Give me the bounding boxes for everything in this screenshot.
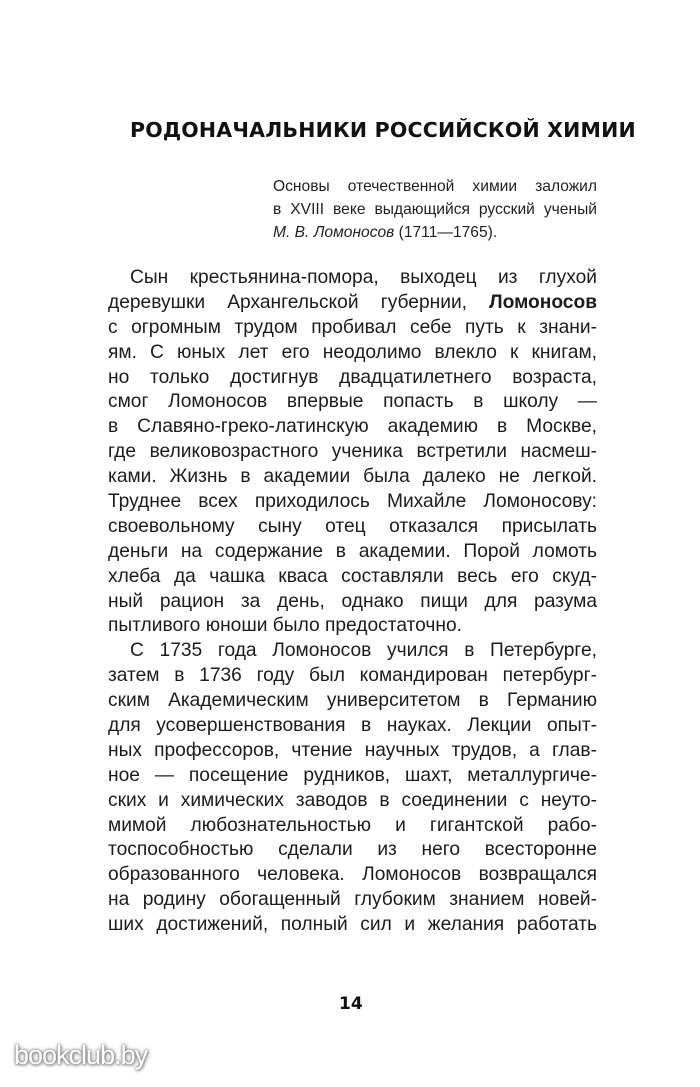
paragraph-2-line: образованного человека. Ломоносов возвращался [108, 864, 597, 886]
page-number: 14 [339, 994, 363, 1014]
paragraph-1-line: смог Ломоносов впервые попасть в школу — [108, 391, 597, 413]
paragraph-1-line: ям. С юных лет его неодолимо влекло к книгам, [108, 341, 597, 363]
epigraph-dates: (1711—1765). [394, 224, 498, 241]
paragraph-1-line: в Славяно-греко-латинскую академию в Москве, [108, 416, 597, 438]
paragraph-2-line: на родину обогащенный глубоким знанием новей- [108, 889, 597, 911]
paragraph-2-line: ное — посещение рудников, шахт, металлургиче- [108, 764, 597, 786]
paragraph-1-line: хлеба да чашка кваса составляли весь его скуд- [108, 565, 597, 587]
paragraph-2-line: затем в 1736 году был командирован петербург- [108, 665, 597, 687]
paragraph-1-line: пытливого юноши было предостаточно. [108, 615, 462, 637]
paragraph-1-line: Сын крестьянина-помора, выходец из глухой [130, 267, 597, 288]
epigraph-line: Основы отечественной химии заложил [273, 178, 597, 195]
paragraph-1-line: где великовозрастного ученика встретили насмеш- [108, 441, 597, 463]
bold-name: Ломоносов [489, 291, 597, 313]
paragraph-2-line: мимой любознательностью и гигантской рабо- [108, 814, 597, 836]
watermark: bookclub.by [14, 1040, 148, 1070]
paragraph-1-line: деньги на содержание в академии. Порой ломоть [108, 540, 597, 562]
paragraph-2-line: С 1735 года Ломоносов учился в Петербурге, [130, 640, 597, 662]
paragraph-1-line: но только достигнув двадцатилетнего возраста, [108, 366, 597, 388]
paragraph-1-line: ный рацион за день, однако пищи для разума [108, 590, 597, 612]
paragraph-2-line: для усовершенствования в науках. Лекции опыт- [108, 715, 597, 737]
paragraph-1-line: с огромным трудом пробивал себе путь к знани- [108, 316, 597, 338]
paragraph-1-line [108, 291, 597, 316]
chapter-title: РОДОНАЧАЛЬНИКИ РОССИЙСКОЙ ХИМИИ [130, 118, 636, 142]
paragraph-2-line: ских и химических заводов в соединении с неуто- [108, 789, 597, 811]
paragraph-1-line: своевольному сыну отец отказался присылать [108, 515, 597, 537]
epigraph [273, 175, 597, 244]
paragraph-2-line: ных профессоров, чтение научных трудов, а глав- [108, 739, 597, 761]
paragraph-2-line: ским Академическим университетом в Германию [108, 690, 597, 712]
paragraph-2-line: ших достижений, полный сил и желания работать [108, 914, 597, 936]
body-text [108, 266, 597, 938]
epigraph-line: в XVIII веке выдающийся русский ученый [273, 201, 597, 218]
paragraph-1-line: Труднее всех приходилось Михайле Ломоносову: [108, 491, 597, 513]
epigraph-line [273, 221, 597, 244]
text-run: деревушки Архангельской губернии, [108, 291, 490, 313]
paragraph-2-line: тоспособностью сделали из него всесторонне [108, 839, 597, 861]
paragraph-1-line: ками. Жизнь в академии была далеко не легкой. [108, 466, 597, 488]
epigraph-author: М. В. Ломоносов [273, 224, 395, 241]
